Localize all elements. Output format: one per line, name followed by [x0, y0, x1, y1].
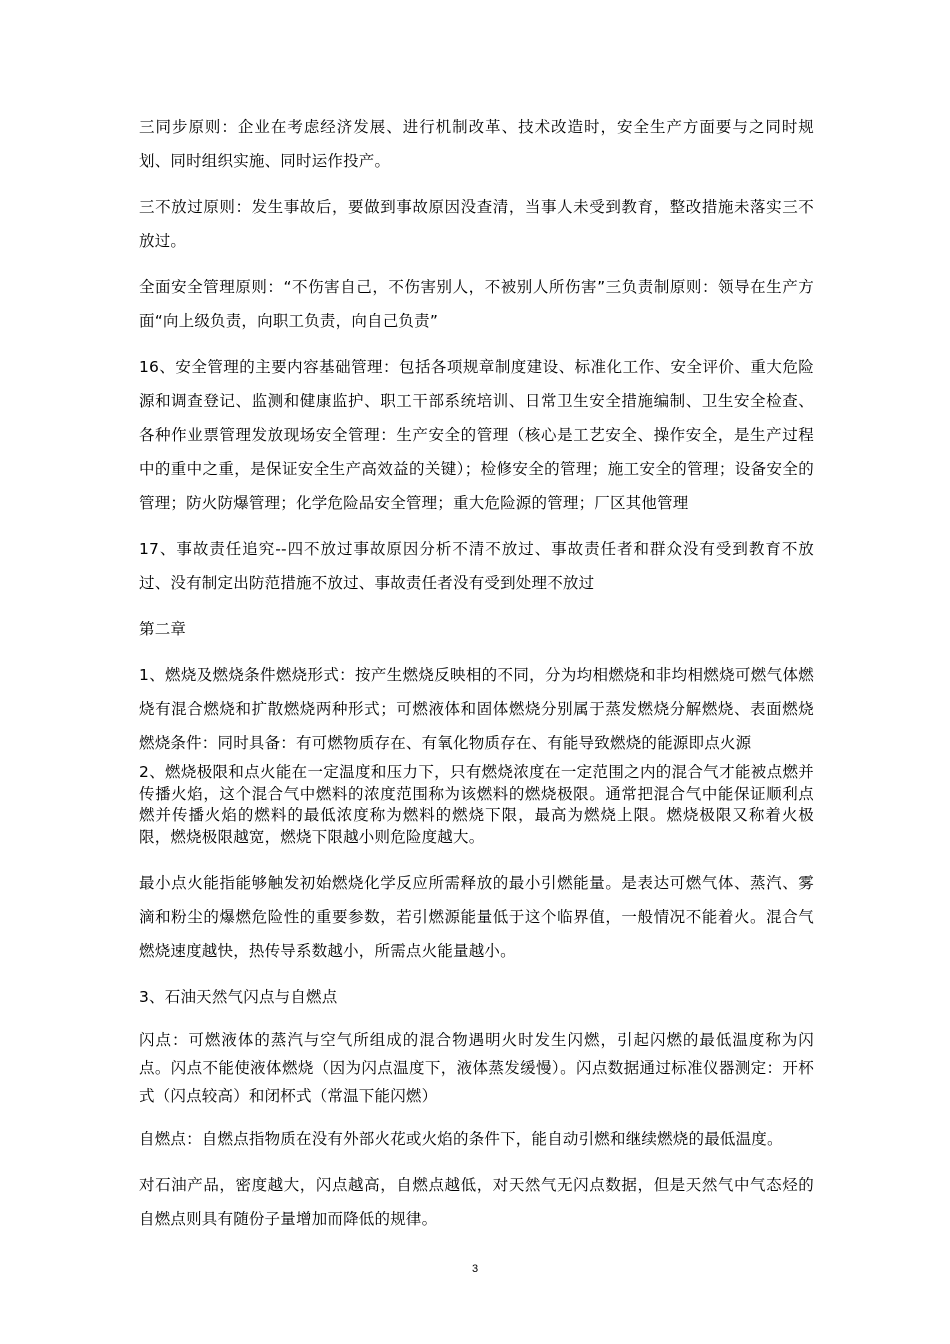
paragraph-autoignition-point: 自燃点：自燃点指物质在没有外部火花或火焰的条件下，能自动引燃和继续燃烧的最低温度。 [139, 1130, 783, 1148]
chapter-heading: 第二章 [139, 620, 187, 638]
page-number: 3 [471, 1263, 479, 1275]
paragraph-item-16: 16、安全管理的主要内容基础管理：包括各项规章制度建设、标准化工作、安全评价、重大危险源和调查登记、监测和健康监护、职工干部系统培训、日常卫生安全措施编制、卫生安全检查、各种作业票管理发放现场安全管理：生产安全的管理（核心是工艺安全、操作安全，是生产过程中的重中之重，是保证安全生产高效益的关键）；检修安全的管理；施工安全的管理；设备安全的管理；防火防爆管理；化学危险品安全管理；重大危险源的管理；厂区其他管理 [139, 358, 814, 512]
paragraph-petroleum-products: 对石油产品，密度越大，闪点越高，自燃点越低，对天然气无闪点数据，但是天然气中气态烃的自燃点则具有随份子量增加而降低的规律。 [139, 1176, 814, 1228]
paragraph-section-2: 2、燃烧极限和点火能在一定温度和压力下，只有燃烧浓度在一定范围之内的混合气才能被点燃并传播火焰，这个混合气中燃料的浓度范围称为该燃料的燃烧极限。通常把混合气中能保证顺利点燃并传播火焰的燃料的最低浓度称为燃料的燃烧下限，最高为燃烧上限。燃烧极限又称着火极限，燃烧极限越宽，燃烧下限越小则危险度越大。 [139, 763, 814, 846]
paragraph-flash-point: 闪点：可燃液体的蒸汽与空气所组成的混合物遇明火时发生闪燃，引起闪燃的最低温度称为闪点。闪点不能使液体燃烧（因为闪点温度下，液体蒸发缓慢）。闪点数据通过标准仪器测定：开杯式（闪点较高）和闭杯式（常温下能闪燃） [139, 1031, 814, 1105]
paragraph-min-ignition-energy: 最小点火能指能够触发初始燃烧化学反应所需释放的最小引燃能量。是表达可燃气体、蒸汽、雾滴和粉尘的爆燃危险性的重要参数，若引燃源能量低于这个临界值，一般情况不能着火。混合气燃烧速度越快，热传导系数越小，所需点火能量越小。 [139, 874, 814, 960]
paragraph-three-synchronization: 三同步原则：企业在考虑经济发展、进行机制改革、技术改造时，安全生产方面要与之同时规划、同时组织实施、同时运作投产。 [139, 118, 814, 170]
document-body [139, 110, 814, 1248]
paragraph-comprehensive-safety: 全面安全管理原则：“不伤害自己，不伤害别人，不被别人所伤害”三负责制原则：领导在生产方面“向上级负责，向职工负责，向自己负责” [139, 278, 814, 330]
section-3-heading: 3、石油天然气闪点与自燃点 [139, 988, 338, 1006]
paragraph-item-17: 17、事故责任追究--四不放过事故原因分析不清不放过、事故责任者和群众没有受到教育不放过、没有制定出防范措施不放过、事故责任者没有受到处理不放过 [139, 540, 814, 592]
paragraph-section-1: 1、燃烧及燃烧条件燃烧形式：按产生燃烧反映相的不同，分为均相燃烧和非均相燃烧可燃气体燃烧有混合燃烧和扩散燃烧两种形式；可燃液体和固体燃烧分别属于蒸发燃烧分解燃烧、表面燃烧燃烧条件：同时具备：有可燃物质存在、有氧化物质存在、有能导致燃烧的能源即点火源 [139, 666, 814, 752]
paragraph-three-no-release: 三不放过原则：发生事故后，要做到事故原因没查清，当事人未受到教育，整改措施未落实三不放过。 [139, 198, 814, 250]
